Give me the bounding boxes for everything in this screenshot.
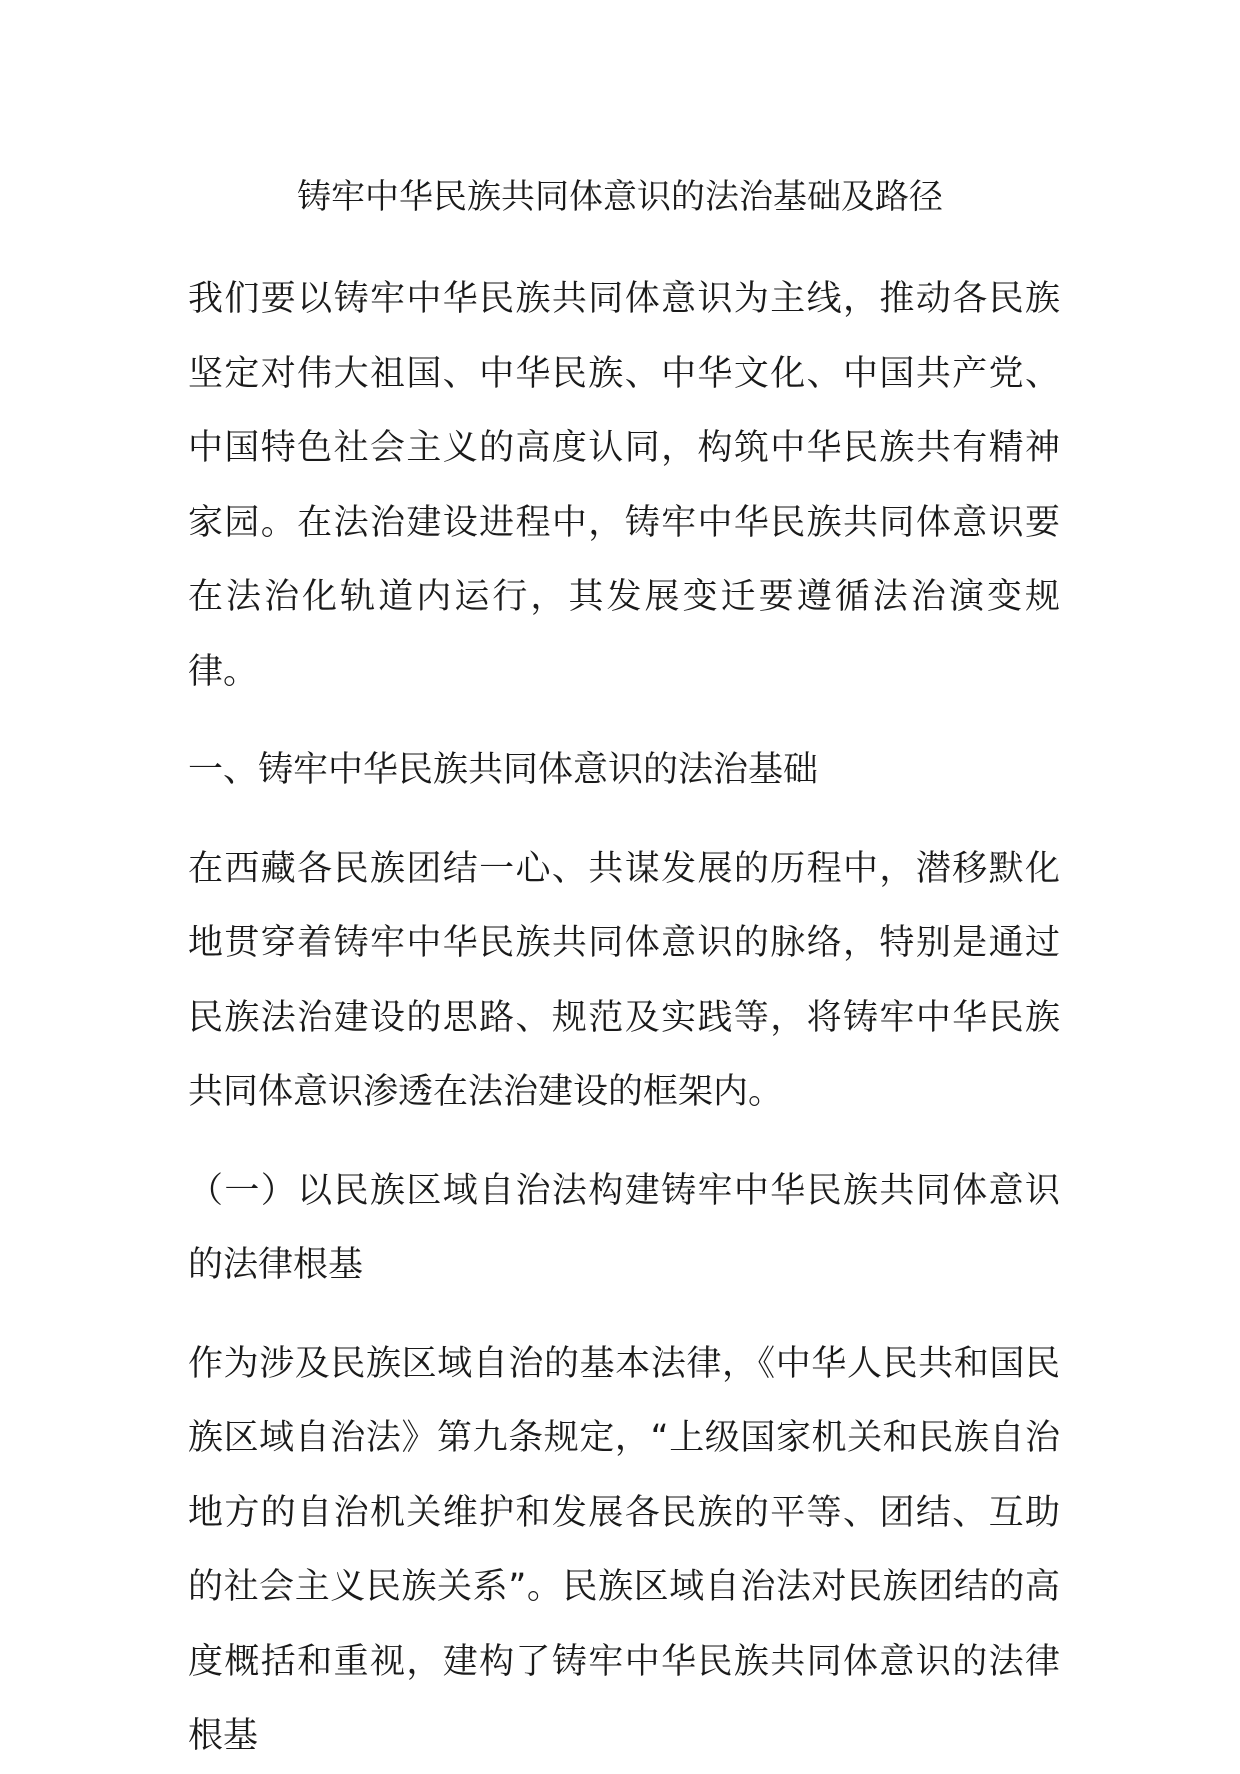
document-title: 铸牢中华民族共同体意识的法治基础及路径 bbox=[297, 177, 943, 217]
paragraph-intro: 我们要以铸牢中华民族共同体意识为主线，推动各民族坚定对伟大祖国、中华民族、中华文化、中国共产党、中国特色社会主义的高度认同，构筑中华民族共有精神家园。在法治建设进程中，铸牢中华民族共同体意识要在法治化轨道内运行，其发展变迁要遵循法治演变规律。 bbox=[188, 279, 1060, 692]
document-body bbox=[188, 262, 1060, 1774]
paragraph-section-1: 在西藏各民族团结一心、共谋发展的历程中，潜移默化地贯穿着铸牢中华民族共同体意识的脉络，特别是通过民族法治建设的思路、规范及实践等，将铸牢中华民族共同体意识渗透在法治建设的框架内。 bbox=[188, 848, 1060, 1112]
section-heading-1: 一、铸牢中华民族共同体意识的法治基础 bbox=[188, 750, 819, 790]
subsection-heading-1: （一）以民族区域自治法构建铸牢中华民族共同体意识的法律根基 bbox=[188, 1170, 1060, 1285]
paragraph-subsection-1: 作为涉及民族区域自治的基本法律，《中华人民共和国民族区域自治法》第九条规定，“上级国家机关和民族自治地方的自治机关维护和发展各民族的平等、团结、互助的社会主义民族关系”。民族区域自治法对民族团结的高度概括和重视，建构了铸牢中华民族共同体意识的法律根基 bbox=[188, 1343, 1060, 1756]
